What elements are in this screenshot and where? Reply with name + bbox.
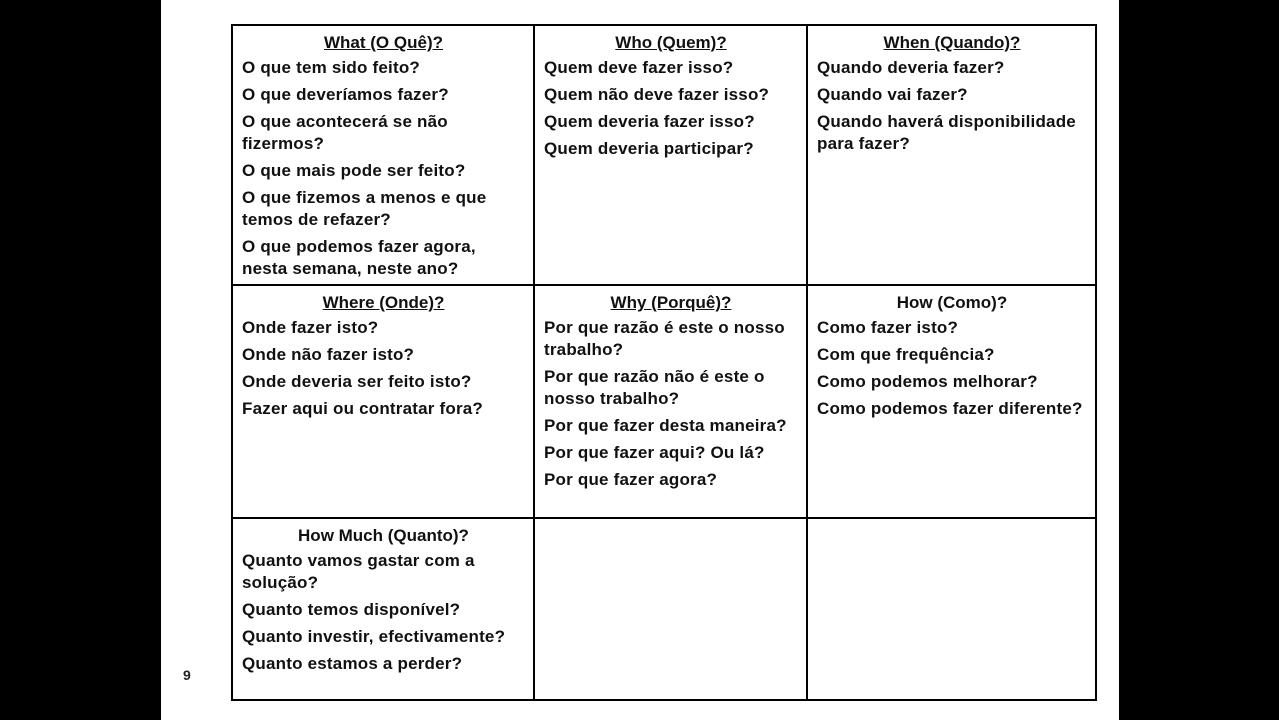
question-item: Quanto temos disponível? xyxy=(242,600,461,619)
cell-title: What (O Quê)? xyxy=(324,33,443,52)
question-list xyxy=(817,317,1087,420)
empty-cell xyxy=(808,519,1095,699)
cell-title: Who (Quem)? xyxy=(615,33,727,52)
question-item: Como podemos melhorar? xyxy=(817,372,1038,391)
question-item: Quando vai fazer? xyxy=(817,85,968,104)
question-item: Quando deveria fazer? xyxy=(817,58,1005,77)
question-item: Onde fazer isto? xyxy=(242,318,379,337)
5w2h-table xyxy=(231,24,1097,701)
question-item: O que tem sido feito? xyxy=(242,58,420,77)
slide xyxy=(161,0,1119,720)
question-item: Com que frequência? xyxy=(817,345,995,364)
page-number: 9 xyxy=(183,667,191,683)
question-list xyxy=(544,317,798,491)
question-item: Quanto investir, efectivamente? xyxy=(242,627,506,646)
empty-cell xyxy=(535,519,808,699)
cell-how-much xyxy=(233,519,535,699)
cell-how xyxy=(808,286,1095,519)
cell-title: Where (Onde)? xyxy=(322,293,445,312)
cell-where xyxy=(233,286,535,519)
question-item: Quanto estamos a perder? xyxy=(242,654,463,673)
question-list xyxy=(817,57,1087,155)
cell-title: When (Quando)? xyxy=(883,33,1021,52)
cell-title: Why (Porquê)? xyxy=(610,293,732,312)
question-item: Quem não deve fazer isso? xyxy=(544,85,770,104)
cell-title: How (Como)? xyxy=(896,293,1008,312)
question-item: Por que razão é este o nosso trabalho? xyxy=(544,318,785,359)
question-item: O que podemos fazer agora, nesta semana, neste ano? xyxy=(242,237,476,278)
question-list xyxy=(242,317,525,420)
question-item: Fazer aqui ou contratar fora? xyxy=(242,399,484,418)
question-item: Por que razão não é este o nosso trabalho? xyxy=(544,367,765,408)
question-item: Quem deveria fazer isso? xyxy=(544,112,755,131)
question-item: Onde não fazer isto? xyxy=(242,345,415,364)
cell-who xyxy=(535,26,808,286)
question-item: O que deveríamos fazer? xyxy=(242,85,449,104)
question-item: Por que fazer aqui? Ou lá? xyxy=(544,443,765,462)
question-item: O que acontecerá se não fizermos? xyxy=(242,112,448,153)
question-item: O que fizemos a menos e que temos de refazer? xyxy=(242,188,487,229)
cell-why xyxy=(535,286,808,519)
cell-what xyxy=(233,26,535,286)
cell-title: How Much (Quanto)? xyxy=(298,526,469,545)
question-list xyxy=(544,57,798,160)
cell-when xyxy=(808,26,1095,286)
question-item: O que mais pode ser feito? xyxy=(242,161,466,180)
question-item: Quem deveria participar? xyxy=(544,139,754,158)
question-item: Como podemos fazer diferente? xyxy=(817,399,1083,418)
question-list xyxy=(242,57,525,280)
question-list xyxy=(242,550,525,675)
question-item: Quando haverá disponibilidade para fazer? xyxy=(817,112,1076,153)
question-item: Por que fazer agora? xyxy=(544,470,718,489)
question-item: Como fazer isto? xyxy=(817,318,959,337)
question-item: Onde deveria ser feito isto? xyxy=(242,372,472,391)
question-item: Por que fazer desta maneira? xyxy=(544,416,787,435)
question-item: Quanto vamos gastar com a solução? xyxy=(242,551,475,592)
question-item: Quem deve fazer isso? xyxy=(544,58,734,77)
